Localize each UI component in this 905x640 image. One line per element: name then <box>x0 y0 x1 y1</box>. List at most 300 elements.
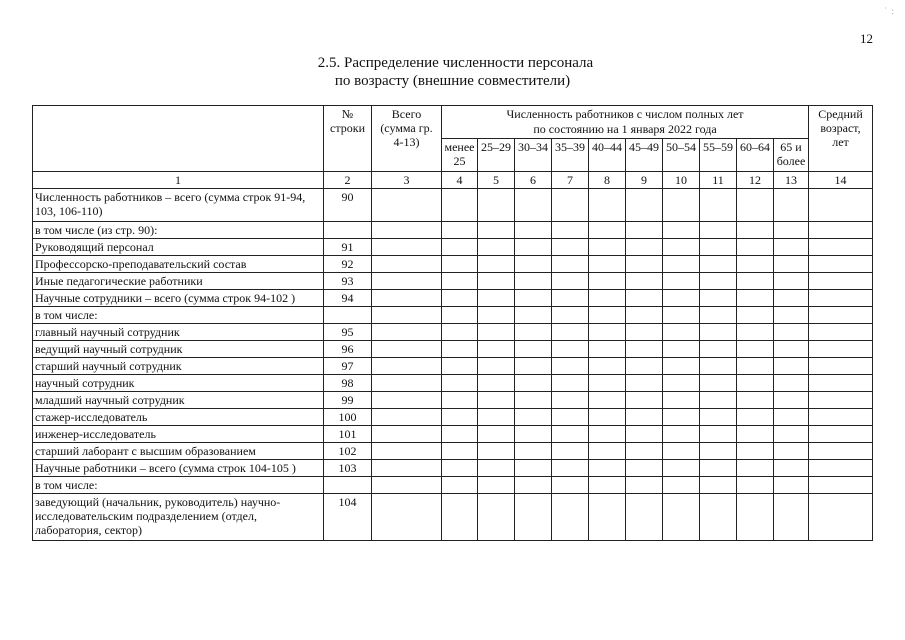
value-cell-col-7 <box>552 290 589 307</box>
value-cell-col-13 <box>774 324 809 341</box>
value-cell-col-10 <box>663 477 700 494</box>
value-cell-col-9 <box>626 189 663 222</box>
row-label: стажер-исследователь <box>33 409 324 426</box>
page-title <box>0 54 905 90</box>
row-number: 102 <box>324 443 372 460</box>
value-cell-col-3 <box>372 239 442 256</box>
value-cell-col-5 <box>478 443 515 460</box>
value-cell-col-13 <box>774 375 809 392</box>
page-number: 12 <box>860 31 873 46</box>
value-cell-col-11 <box>700 494 737 541</box>
row-label: Численность работников – всего (сумма строк 91-94, 103, 106-110) <box>33 189 324 222</box>
row-number: 98 <box>324 375 372 392</box>
row-number: 100 <box>324 409 372 426</box>
value-cell-col-5 <box>478 392 515 409</box>
value-cell-col-12 <box>737 189 774 222</box>
column-number-12: 12 <box>737 172 774 189</box>
value-cell-col-11 <box>700 426 737 443</box>
value-cell-col-14 <box>809 307 873 324</box>
value-cell-col-14 <box>809 477 873 494</box>
value-cell-col-7 <box>552 375 589 392</box>
value-cell-col-6 <box>515 409 552 426</box>
value-cell-col-5 <box>478 189 515 222</box>
table-row <box>33 222 873 239</box>
value-cell-col-12 <box>737 324 774 341</box>
column-number-3: 3 <box>372 172 442 189</box>
value-cell-col-3 <box>372 324 442 341</box>
header-age-0: менее 25 <box>442 139 478 172</box>
row-number: 91 <box>324 239 372 256</box>
value-cell-col-10 <box>663 409 700 426</box>
value-cell-col-7 <box>552 443 589 460</box>
value-cell-col-8 <box>589 477 626 494</box>
row-number <box>324 307 372 324</box>
value-cell-col-8 <box>589 494 626 541</box>
value-cell-col-6 <box>515 239 552 256</box>
value-cell-col-11 <box>700 256 737 273</box>
value-cell-col-9 <box>626 273 663 290</box>
value-cell-col-3 <box>372 256 442 273</box>
value-cell-col-13 <box>774 426 809 443</box>
value-cell-col-14 <box>809 460 873 477</box>
value-cell-col-8 <box>589 222 626 239</box>
value-cell-col-13 <box>774 477 809 494</box>
value-cell-col-12 <box>737 477 774 494</box>
value-cell-col-6 <box>515 189 552 222</box>
value-cell-col-14 <box>809 358 873 375</box>
value-cell-col-3 <box>372 307 442 324</box>
value-cell-col-5 <box>478 375 515 392</box>
value-cell-col-13 <box>774 222 809 239</box>
header-age-group-line-2: по состоянию на 1 января 2022 года <box>533 122 717 136</box>
value-cell-col-6 <box>515 392 552 409</box>
value-cell-col-14 <box>809 256 873 273</box>
value-cell-col-12 <box>737 392 774 409</box>
header-name-cell <box>33 106 324 172</box>
value-cell-col-4 <box>442 307 478 324</box>
value-cell-col-5 <box>478 426 515 443</box>
table-row <box>33 307 873 324</box>
value-cell-col-7 <box>552 256 589 273</box>
title-line-2: по возрасту (внешние совместители) <box>334 73 571 89</box>
header-age-8: 60–64 <box>737 139 774 172</box>
header-age-group <box>442 106 809 139</box>
value-cell-col-14 <box>809 290 873 307</box>
value-cell-col-6 <box>515 341 552 358</box>
value-cell-col-12 <box>737 273 774 290</box>
header-age-5: 45–49 <box>626 139 663 172</box>
row-label: старший научный сотрудник <box>33 358 324 375</box>
table-row <box>33 290 873 307</box>
row-number: 92 <box>324 256 372 273</box>
value-cell-col-3 <box>372 426 442 443</box>
value-cell-col-6 <box>515 426 552 443</box>
value-cell-col-9 <box>626 307 663 324</box>
value-cell-col-8 <box>589 358 626 375</box>
row-label: старший лаборант с высшим образованием <box>33 443 324 460</box>
value-cell-col-5 <box>478 409 515 426</box>
value-cell-col-10 <box>663 341 700 358</box>
value-cell-col-5 <box>478 256 515 273</box>
value-cell-col-7 <box>552 222 589 239</box>
value-cell-col-3 <box>372 222 442 239</box>
value-cell-col-9 <box>626 239 663 256</box>
row-number: 96 <box>324 341 372 358</box>
row-label: ведущий научный сотрудник <box>33 341 324 358</box>
table-row <box>33 443 873 460</box>
value-cell-col-10 <box>663 273 700 290</box>
value-cell-col-8 <box>589 341 626 358</box>
value-cell-col-3 <box>372 460 442 477</box>
value-cell-col-9 <box>626 324 663 341</box>
value-cell-col-9 <box>626 409 663 426</box>
row-number: 90 <box>324 189 372 222</box>
value-cell-col-9 <box>626 426 663 443</box>
column-number-10: 10 <box>663 172 700 189</box>
column-number-2: 2 <box>324 172 372 189</box>
value-cell-col-14 <box>809 426 873 443</box>
value-cell-col-11 <box>700 460 737 477</box>
column-number-6: 6 <box>515 172 552 189</box>
table-row <box>33 392 873 409</box>
value-cell-col-7 <box>552 273 589 290</box>
value-cell-col-4 <box>442 443 478 460</box>
value-cell-col-3 <box>372 290 442 307</box>
corner-mark: ˙ : <box>884 6 895 16</box>
value-cell-col-9 <box>626 494 663 541</box>
row-label: в том числе: <box>33 477 324 494</box>
value-cell-col-5 <box>478 324 515 341</box>
table-row <box>33 426 873 443</box>
row-label: в том числе: <box>33 307 324 324</box>
value-cell-col-13 <box>774 443 809 460</box>
row-label: Профессорско-преподавательский состав <box>33 256 324 273</box>
value-cell-col-8 <box>589 375 626 392</box>
value-cell-col-7 <box>552 239 589 256</box>
value-cell-col-10 <box>663 358 700 375</box>
value-cell-col-9 <box>626 477 663 494</box>
value-cell-col-8 <box>589 290 626 307</box>
value-cell-col-10 <box>663 494 700 541</box>
value-cell-col-9 <box>626 341 663 358</box>
value-cell-col-13 <box>774 392 809 409</box>
column-number-9: 9 <box>626 172 663 189</box>
value-cell-col-9 <box>626 392 663 409</box>
value-cell-col-9 <box>626 290 663 307</box>
header-age-3: 35–39 <box>552 139 589 172</box>
column-number-13: 13 <box>774 172 809 189</box>
table-row <box>33 460 873 477</box>
header-age-6: 50–54 <box>663 139 700 172</box>
value-cell-col-9 <box>626 460 663 477</box>
value-cell-col-14 <box>809 494 873 541</box>
row-number <box>324 477 372 494</box>
value-cell-col-13 <box>774 256 809 273</box>
table-row <box>33 273 873 290</box>
value-cell-col-3 <box>372 273 442 290</box>
table-row <box>33 358 873 375</box>
value-cell-col-4 <box>442 290 478 307</box>
value-cell-col-4 <box>442 222 478 239</box>
value-cell-col-10 <box>663 426 700 443</box>
value-cell-col-13 <box>774 494 809 541</box>
value-cell-col-10 <box>663 443 700 460</box>
value-cell-col-12 <box>737 290 774 307</box>
value-cell-col-12 <box>737 307 774 324</box>
value-cell-col-11 <box>700 290 737 307</box>
personnel-age-table <box>32 105 873 541</box>
table-row <box>33 256 873 273</box>
value-cell-col-14 <box>809 189 873 222</box>
value-cell-col-10 <box>663 375 700 392</box>
value-cell-col-6 <box>515 443 552 460</box>
value-cell-col-14 <box>809 324 873 341</box>
value-cell-col-11 <box>700 307 737 324</box>
value-cell-col-4 <box>442 358 478 375</box>
table-row <box>33 341 873 358</box>
value-cell-col-12 <box>737 256 774 273</box>
value-cell-col-10 <box>663 324 700 341</box>
value-cell-col-3 <box>372 341 442 358</box>
table-row <box>33 324 873 341</box>
value-cell-col-5 <box>478 358 515 375</box>
row-label: Иные педагогические работники <box>33 273 324 290</box>
value-cell-col-9 <box>626 222 663 239</box>
value-cell-col-8 <box>589 239 626 256</box>
header-age-7: 55–59 <box>700 139 737 172</box>
header-row-num: № строки <box>324 106 372 172</box>
value-cell-col-11 <box>700 477 737 494</box>
value-cell-col-12 <box>737 460 774 477</box>
value-cell-col-3 <box>372 189 442 222</box>
header-age-2: 30–34 <box>515 139 552 172</box>
value-cell-col-12 <box>737 375 774 392</box>
row-label: главный научный сотрудник <box>33 324 324 341</box>
value-cell-col-7 <box>552 189 589 222</box>
header-age-1: 25–29 <box>478 139 515 172</box>
value-cell-col-8 <box>589 409 626 426</box>
value-cell-col-10 <box>663 189 700 222</box>
value-cell-col-6 <box>515 494 552 541</box>
value-cell-col-12 <box>737 358 774 375</box>
row-number: 97 <box>324 358 372 375</box>
value-cell-col-6 <box>515 375 552 392</box>
value-cell-col-12 <box>737 494 774 541</box>
value-cell-col-7 <box>552 494 589 541</box>
header-age-9: 65 и более <box>774 139 809 172</box>
row-number <box>324 222 372 239</box>
value-cell-col-13 <box>774 460 809 477</box>
value-cell-col-10 <box>663 222 700 239</box>
header-avg-age: Средний возраст, лет <box>809 106 873 172</box>
value-cell-col-7 <box>552 358 589 375</box>
row-label: младший научный сотрудник <box>33 392 324 409</box>
value-cell-col-12 <box>737 443 774 460</box>
value-cell-col-4 <box>442 375 478 392</box>
value-cell-col-8 <box>589 189 626 222</box>
value-cell-col-3 <box>372 375 442 392</box>
value-cell-col-6 <box>515 222 552 239</box>
column-number-1: 1 <box>33 172 324 189</box>
value-cell-col-3 <box>372 477 442 494</box>
value-cell-col-4 <box>442 341 478 358</box>
value-cell-col-13 <box>774 189 809 222</box>
value-cell-col-6 <box>515 256 552 273</box>
value-cell-col-6 <box>515 273 552 290</box>
value-cell-col-6 <box>515 290 552 307</box>
column-number-11: 11 <box>700 172 737 189</box>
value-cell-col-8 <box>589 256 626 273</box>
value-cell-col-4 <box>442 189 478 222</box>
value-cell-col-4 <box>442 426 478 443</box>
value-cell-col-13 <box>774 358 809 375</box>
table-row <box>33 189 873 222</box>
value-cell-col-5 <box>478 307 515 324</box>
value-cell-col-14 <box>809 222 873 239</box>
value-cell-col-11 <box>700 222 737 239</box>
value-cell-col-3 <box>372 392 442 409</box>
value-cell-col-3 <box>372 443 442 460</box>
table-row <box>33 375 873 392</box>
value-cell-col-11 <box>700 392 737 409</box>
value-cell-col-5 <box>478 341 515 358</box>
value-cell-col-4 <box>442 460 478 477</box>
row-label: заведующий (начальник, руководитель) научно-исследовательским подразделением (отдел, лаборатория, сектор) <box>33 494 324 541</box>
value-cell-col-5 <box>478 239 515 256</box>
value-cell-col-4 <box>442 239 478 256</box>
header-age-group-line-1: Численность работников с числом полных лет <box>506 107 744 121</box>
value-cell-col-7 <box>552 392 589 409</box>
value-cell-col-13 <box>774 273 809 290</box>
value-cell-col-13 <box>774 409 809 426</box>
value-cell-col-6 <box>515 307 552 324</box>
value-cell-col-4 <box>442 494 478 541</box>
value-cell-col-13 <box>774 341 809 358</box>
value-cell-col-11 <box>700 443 737 460</box>
value-cell-col-7 <box>552 477 589 494</box>
value-cell-col-11 <box>700 358 737 375</box>
value-cell-col-10 <box>663 256 700 273</box>
value-cell-col-7 <box>552 341 589 358</box>
value-cell-col-14 <box>809 341 873 358</box>
value-cell-col-14 <box>809 443 873 460</box>
value-cell-col-11 <box>700 341 737 358</box>
value-cell-col-6 <box>515 358 552 375</box>
value-cell-col-11 <box>700 239 737 256</box>
column-number-8: 8 <box>589 172 626 189</box>
value-cell-col-10 <box>663 290 700 307</box>
value-cell-col-4 <box>442 409 478 426</box>
value-cell-col-9 <box>626 375 663 392</box>
value-cell-col-8 <box>589 460 626 477</box>
value-cell-col-12 <box>737 426 774 443</box>
value-cell-col-14 <box>809 375 873 392</box>
row-number: 104 <box>324 494 372 541</box>
value-cell-col-8 <box>589 443 626 460</box>
value-cell-col-13 <box>774 290 809 307</box>
value-cell-col-9 <box>626 256 663 273</box>
value-cell-col-7 <box>552 460 589 477</box>
value-cell-col-12 <box>737 222 774 239</box>
row-number: 103 <box>324 460 372 477</box>
value-cell-col-10 <box>663 239 700 256</box>
row-label: Руководящий персонал <box>33 239 324 256</box>
value-cell-col-4 <box>442 273 478 290</box>
value-cell-col-12 <box>737 239 774 256</box>
value-cell-col-5 <box>478 460 515 477</box>
column-number-5: 5 <box>478 172 515 189</box>
value-cell-col-7 <box>552 307 589 324</box>
value-cell-col-11 <box>700 409 737 426</box>
value-cell-col-12 <box>737 409 774 426</box>
value-cell-col-5 <box>478 222 515 239</box>
row-label: инженер-исследователь <box>33 426 324 443</box>
row-label: научный сотрудник <box>33 375 324 392</box>
value-cell-col-3 <box>372 358 442 375</box>
value-cell-col-13 <box>774 307 809 324</box>
value-cell-col-4 <box>442 477 478 494</box>
table-row <box>33 409 873 426</box>
value-cell-col-8 <box>589 324 626 341</box>
value-cell-col-5 <box>478 477 515 494</box>
value-cell-col-4 <box>442 392 478 409</box>
value-cell-col-13 <box>774 239 809 256</box>
value-cell-col-14 <box>809 392 873 409</box>
value-cell-col-14 <box>809 409 873 426</box>
row-label: в том числе (из стр. 90): <box>33 222 324 239</box>
value-cell-col-9 <box>626 358 663 375</box>
header-total: Всего (сумма гр. 4-13) <box>372 106 442 172</box>
value-cell-col-12 <box>737 341 774 358</box>
value-cell-col-11 <box>700 375 737 392</box>
table-row <box>33 494 873 541</box>
value-cell-col-4 <box>442 324 478 341</box>
column-number-7: 7 <box>552 172 589 189</box>
value-cell-col-14 <box>809 239 873 256</box>
value-cell-col-8 <box>589 273 626 290</box>
row-number: 94 <box>324 290 372 307</box>
value-cell-col-6 <box>515 477 552 494</box>
value-cell-col-11 <box>700 189 737 222</box>
value-cell-col-14 <box>809 273 873 290</box>
value-cell-col-9 <box>626 443 663 460</box>
value-cell-col-7 <box>552 426 589 443</box>
value-cell-col-10 <box>663 392 700 409</box>
value-cell-col-11 <box>700 324 737 341</box>
row-number: 95 <box>324 324 372 341</box>
value-cell-col-7 <box>552 324 589 341</box>
table-row <box>33 239 873 256</box>
value-cell-col-8 <box>589 307 626 324</box>
value-cell-col-8 <box>589 392 626 409</box>
title-line-1: 2.5. Распределение численности персонала <box>317 55 594 71</box>
column-number-14: 14 <box>809 172 873 189</box>
table-row <box>33 477 873 494</box>
value-cell-col-4 <box>442 256 478 273</box>
value-cell-col-5 <box>478 290 515 307</box>
row-label: Научные работники – всего (сумма строк 104-105 ) <box>33 460 324 477</box>
row-number: 101 <box>324 426 372 443</box>
column-number-4: 4 <box>442 172 478 189</box>
value-cell-col-3 <box>372 494 442 541</box>
value-cell-col-5 <box>478 494 515 541</box>
value-cell-col-3 <box>372 409 442 426</box>
value-cell-col-6 <box>515 324 552 341</box>
header-age-4: 40–44 <box>589 139 626 172</box>
value-cell-col-7 <box>552 409 589 426</box>
value-cell-col-5 <box>478 273 515 290</box>
row-number: 99 <box>324 392 372 409</box>
